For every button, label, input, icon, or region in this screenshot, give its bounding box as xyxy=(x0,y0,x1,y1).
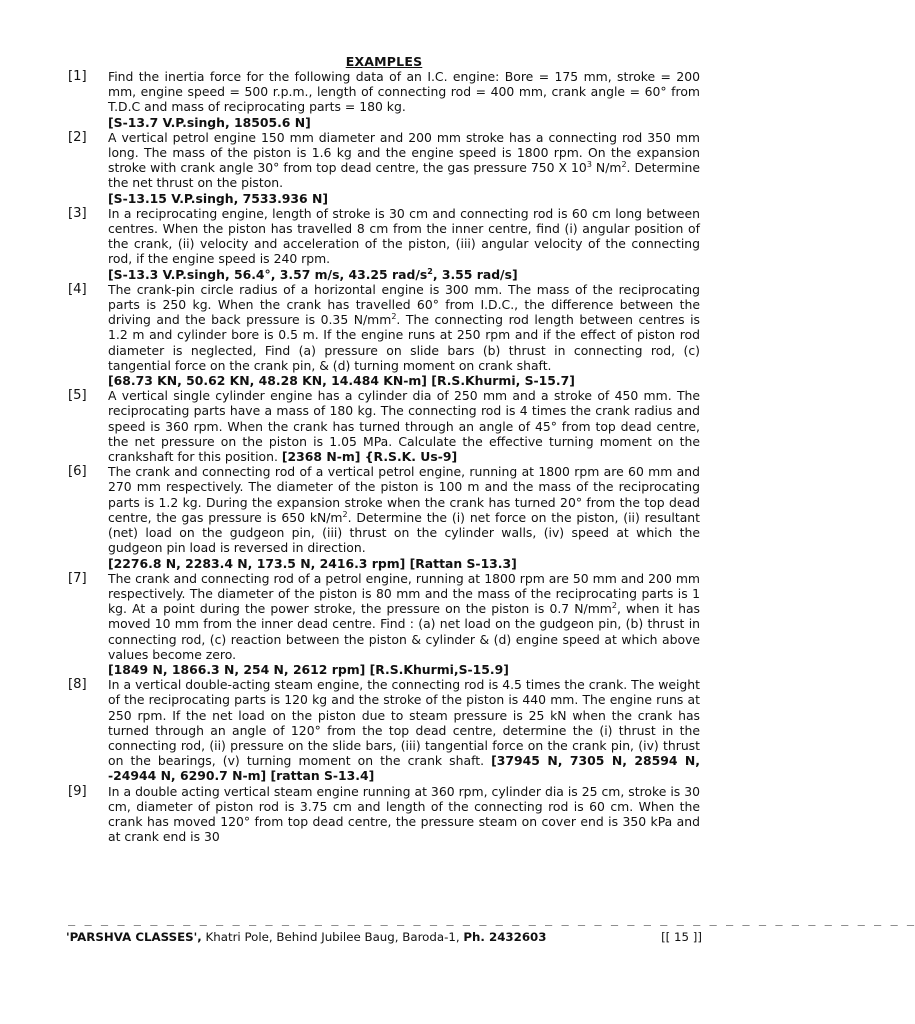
page-number: [[ 15 ]] xyxy=(661,930,702,944)
example-answer: [37945 N, 7305 N, 28594 N, -24944 N, 6290.7 N-m] [rattan S-13.4] xyxy=(108,753,700,784)
example-answer: [2368 N-m] {R.S.K. Us-9] xyxy=(281,449,458,465)
example-item-3 xyxy=(68,206,700,282)
example-number: [3] xyxy=(68,205,87,221)
example-answer: [1849 N, 1866.3 N, 254 N, 2612 rpm] [R.S.Khurmi,S-15.9] xyxy=(108,661,509,677)
example-text: The crank and connecting rod of a petrol engine, running at 1800 rpm are 50 mm and 200 mm respectively. The diameter of the piston is 80 mm and the mass of the reciprocating parts is 1 kg. At a point during the power stroke, the pressure on the piston is 0.7 $N/mm^2$, when it has moved 10 mm from the inner dead centre. Find : (a) net load on the gudgeon pin, (b) thrust in connecting rod, (c) reaction between the piston & cylinder & (d) engine speed at which above values become zero. [1849 N, 1866.3 N, 254 N, 2612 rpm] [R.S.Khurmi,S-15.9] xyxy=(108,570,700,677)
example-text: The crank and connecting rod of a vertical petrol engine, running at 1800 rpm are 60 mm and 270 mm respectively. The diameter of the piston is 100 m and the mass of the reciprocating parts is 1.2 kg. During the expansion stroke when the crank has turned 20° from the top dead centre, the gas pressure is 650 $kN/m^2$. Determine the (i) net force on the piston, (ii) resultant (net) load on the gudgeon pin, (iii) thrust on the cylinder walls, (iv) speed at which the gudgeon pin load is reversed in direction. [2276.8 N, 2283.4 N, 173.5 N, 2416.3 rpm] [Rattan S-13.3] xyxy=(108,464,700,571)
example-answer: [S-13.7 V.P.singh, 18505.6 N] xyxy=(108,114,311,130)
example-number: [4] xyxy=(68,281,87,297)
example-answer: [68.73 KN, 50.62 KN, 48.28 KN, 14.484 KN-m] [R.S.Khurmi, S-15.7] xyxy=(108,373,575,389)
example-item-5 xyxy=(68,388,700,464)
example-text: In a reciprocating engine, length of stroke is 30 cm and connecting rod is 60 cm long between centres. When the piston has travelled 8 cm from the inner centre, find (i) angular position of the crank, (ii) velocity and acceleration of the piston, (iii) angular velocity of the connecting rod, if the engine speed is 240 rpm. [S-13.3 V.P.singh, 56.4°, 3.57 m/s, 43.25 rad/$s^2$, 3.55 rad/s] xyxy=(108,205,700,282)
example-item-8 xyxy=(68,677,700,783)
example-text: In a double acting vertical steam engine running at 360 rpm, cylinder dia is 25 cm, stroke is 30 cm, diameter of piston rod is 3.75 cm and length of the connecting rod is 60 cm. When the crank has moved 120° from top dead centre, the pressure steam on cover end is 350 kPa and at crank end is 30 xyxy=(108,783,700,845)
example-text: A vertical petrol engine 150 mm diameter and 200 mm stroke has a connecting rod 350 mm long. The mass of the piston is 1.6 kg and the engine speed is 1800 rpm. On the expansion stroke with crank angle 30° from top dead centre, the gas pressure 750 X $10^3$ $N/m^2$. Determine the net thrust on the piston. [S-13.15 V.P.singh, 7533.936 N] xyxy=(108,129,701,206)
example-number: [5] xyxy=(68,388,87,404)
examples-list xyxy=(68,69,700,844)
footer-address-line xyxy=(66,930,546,944)
page-footer xyxy=(66,930,702,944)
example-text: In a vertical double-acting steam engine, the connecting rod is 4.5 times the crank. The weight of the reciprocating parts is 120 kg and the stroke of the piston is 440 mm. The engine runs at 250 rpm. If the net load on the piston due to steam pressure is 25 kN when the crank has turned through an angle of 120° from the top dead centre, determine the (i) thrust in the connecting rod, (ii) pressure on the slide bars, (iii) tangential force on the crank pin, (iv) thrust on the bearings, (v) turning moment on the crank shaft. [37945 N, 7305 N, 28594 N, -24944 N, 6290.7 N-m] [rattan S-13.4] xyxy=(108,677,700,784)
example-item-9 xyxy=(68,784,700,845)
example-text: A vertical single cylinder engine has a cylinder dia of 250 mm and a stroke of 450 mm. The reciprocating parts have a mass of 180 kg. The connecting rod is 4 times the crank radius and speed is 360 rpm. When the crank has turned through an angle of 45° from top dead centre, the net pressure on the piston is 1.05 MPa. Calculate the effective turning moment on the crankshaft for this position. [2368 N-m] {R.S.K. Us-9] xyxy=(108,388,700,465)
example-answer: [2276.8 N, 2283.4 N, 173.5 N, 2416.3 rpm] [Rattan S-13.3] xyxy=(108,555,517,571)
example-number: [8] xyxy=(68,677,87,693)
example-item-4 xyxy=(68,282,700,388)
example-number: [6] xyxy=(68,464,87,480)
example-answer: [S-13.15 V.P.singh, 7533.936 N] xyxy=(108,190,329,206)
example-text: The crank-pin circle radius of a horizontal engine is 300 mm. The mass of the reciprocating parts is 250 kg. When the crank has travelled 60° from I.D.C., the difference between the driving and the back pressure is 0.35 $N/mm^2$. The connecting rod length between centres is 1.2 m and cylinder bore is 0.5 m. If the engine runs at 250 rpm and if the effect of piston rod diameter is neglected, Find (a) pressure on slide bars (b) thrust in connecting rod, (c) tangential force on the crank pin, & (d) turning moment on crank shaft. [68.73 KN, 50.62 KN, 48.28 KN, 14.484 KN-m] [R.S.Khurmi, S-15.7] xyxy=(108,281,700,389)
example-number: [9] xyxy=(68,783,87,799)
page-heading: EXAMPLES xyxy=(345,54,423,69)
example-item-2 xyxy=(68,130,700,206)
example-item-6 xyxy=(68,464,700,570)
example-item-7 xyxy=(68,571,700,677)
example-number: [7] xyxy=(68,570,87,586)
footer-rule: _ _ _ _ _ _ _ _ _ _ _ _ _ _ _ _ _ _ _ _ _ _ _ _ _ _ _ _ _ _ _ _ _ _ _ _ _ _ _ _ _ _ _ _ _ _ _ _ _ _ _ _ xyxy=(68,912,915,926)
example-number: [2] xyxy=(68,129,87,145)
example-answer: [S-13.3 V.P.singh, 56.4°, 3.57 m/s, 43.25 rad/$s^2$, 3.55 rad/s] xyxy=(108,266,518,282)
example-number: [1] xyxy=(68,69,87,84)
footer-phone: Ph. 2432603 xyxy=(463,930,547,944)
footer-brand: 'PARSHVA CLASSES', xyxy=(66,930,202,944)
example-item-1 xyxy=(68,69,700,130)
example-text: Find the inertia force for the following data of an I.C. engine: Bore = 175 mm, stroke = 200 mm, engine speed = 500 r.p.m., length of connecting rod = 400 mm, crank angle = 60° from T.D.C and mass of reciprocating parts = 180 kg. [S-13.7 V.P.singh, 18505.6 N] xyxy=(108,69,700,130)
footer-address: Khatri Pole, Behind Jubilee Baug, Baroda-1, xyxy=(201,930,464,944)
